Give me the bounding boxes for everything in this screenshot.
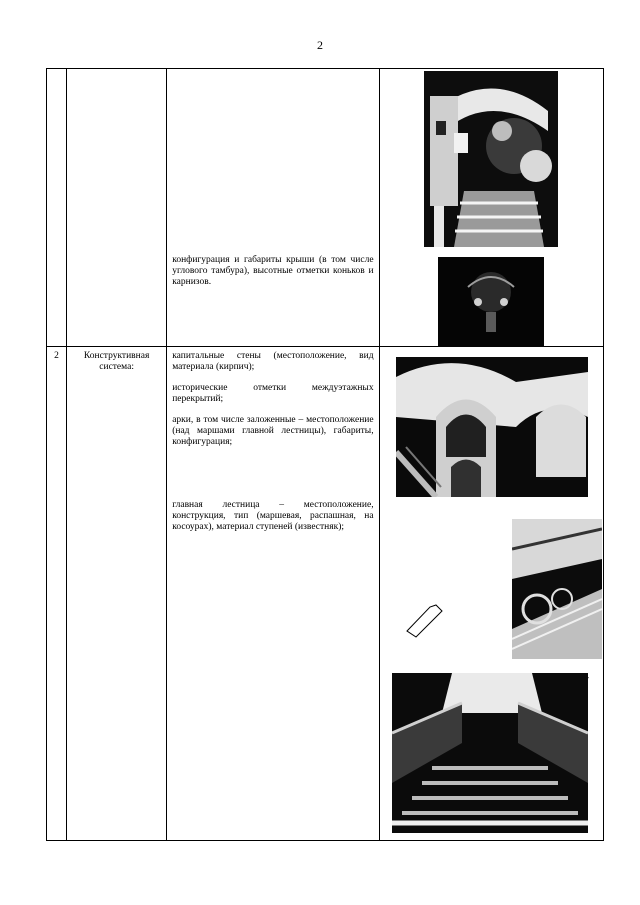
row-number: 2 — [54, 351, 59, 361]
description-paragraph: конфигурация и габариты крыши (в том числе углового тамбура), высотные отметки коньков и карнизов. — [172, 255, 374, 287]
description-paragraph: главная лестница – местоположение, конструкция, тип (маршевая, распашная, на косоурах), материал ступеней (известняк); — [172, 500, 374, 532]
row-name: Конструктивная система: — [83, 351, 150, 372]
stair-railing-photo — [512, 519, 602, 659]
row-description-cell — [167, 347, 379, 841]
description-paragraph: арки, в том числе заложенные – местоположение (над маршами главной лестницы), габариты, конфигурация; — [172, 415, 374, 447]
feature-table — [46, 68, 604, 841]
main-staircase-photo — [392, 673, 588, 833]
entrance-porch-photo — [424, 71, 558, 247]
description-paragraph: капитальные стены (местоположение, вид материала (кирпич); — [172, 351, 374, 372]
row-name-cell — [67, 69, 167, 347]
description-paragraph: исторические отметки междуэтажных перекрытий; — [172, 383, 374, 404]
stair-arches-photo — [396, 357, 588, 497]
row-number-cell — [47, 347, 67, 841]
table-row — [47, 347, 604, 841]
interior-lamp-photo — [438, 257, 544, 347]
row-photos-cell — [379, 69, 603, 347]
row-name — [67, 69, 166, 73]
row-name-cell — [67, 347, 167, 841]
row-number-cell — [47, 69, 67, 347]
row-photos-cell — [379, 347, 603, 841]
table-row — [47, 69, 604, 347]
page-number: 2 — [317, 38, 323, 52]
stair-plan-sketch — [402, 599, 452, 639]
row-description-cell — [167, 69, 379, 347]
row-number — [47, 69, 66, 73]
